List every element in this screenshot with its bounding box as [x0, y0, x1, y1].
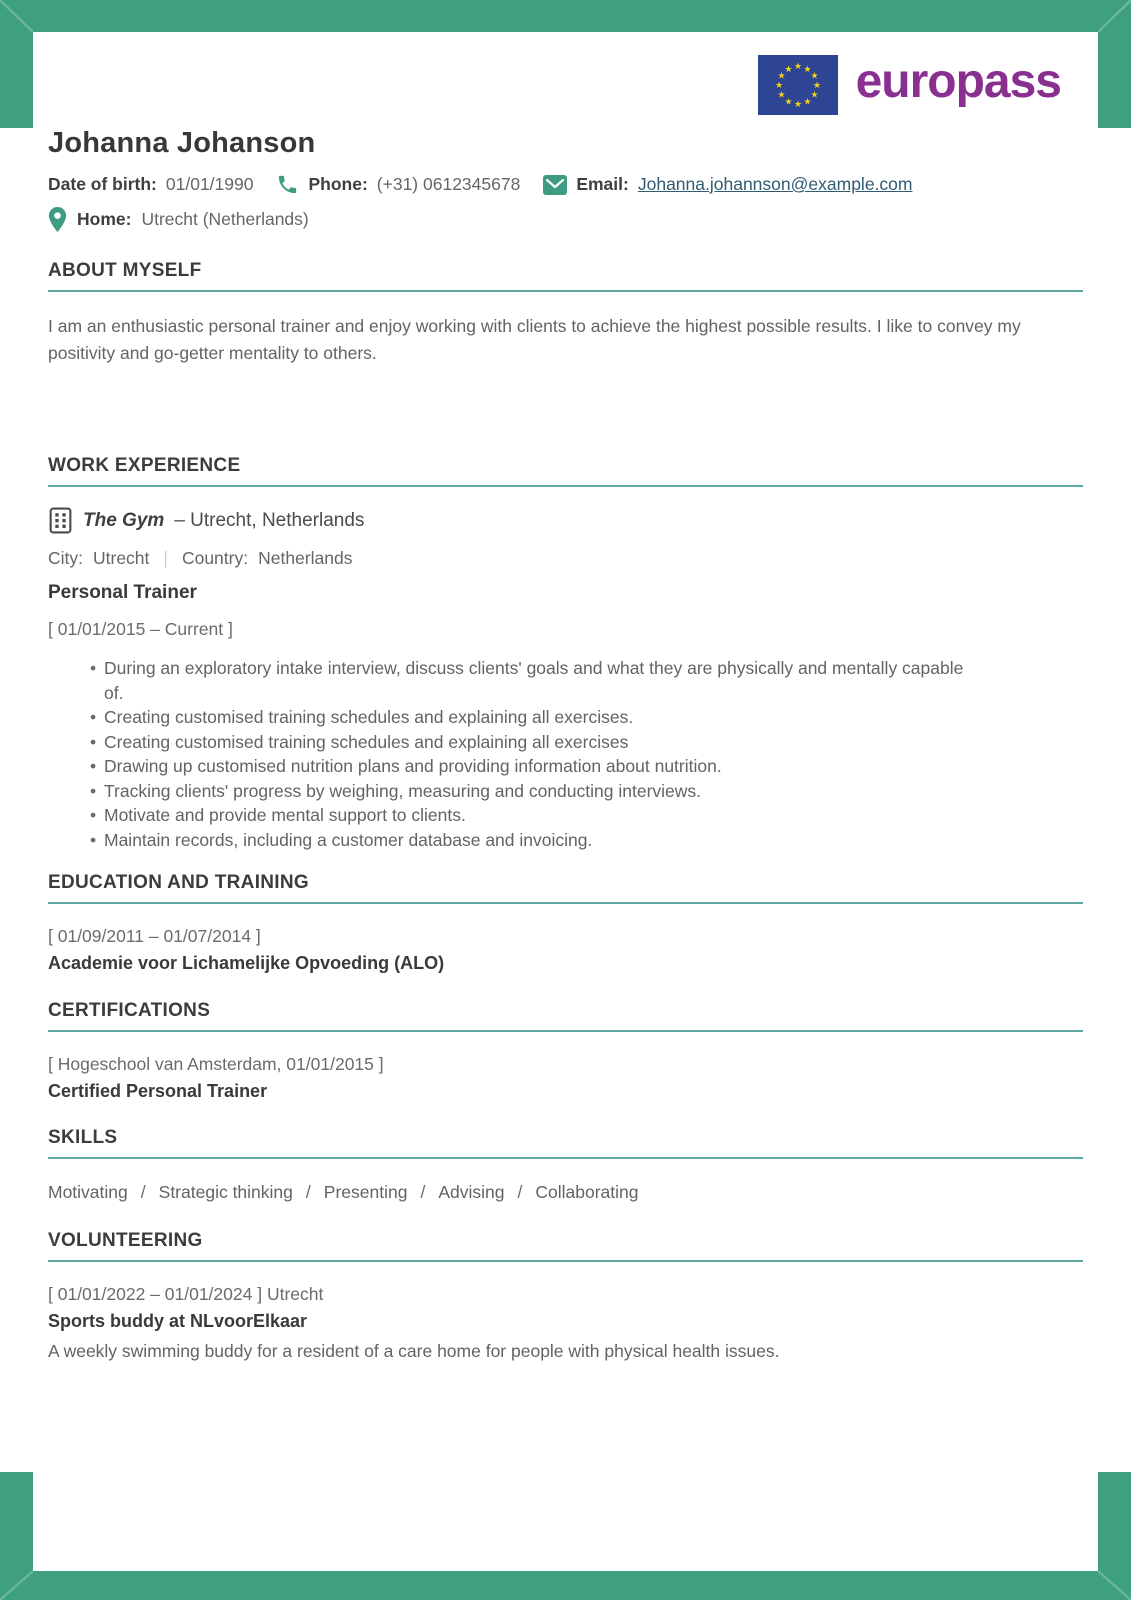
dob-value: 01/01/1990 — [165, 174, 254, 194]
list-item: • Motivate and provide mental support to clients. — [90, 803, 973, 828]
education-period: [ 01/09/2011 – 01/07/2014 ] — [48, 926, 261, 946]
phone-icon — [276, 173, 299, 196]
section-work-experience — [48, 455, 1083, 852]
svg-text:★: ★ — [803, 64, 812, 75]
about-text: I am an enthusiastic personal trainer and enjoy working with clients to achieve the highest possible results. I like to convey my positivity and go-getter mentality to others. — [48, 316, 1021, 363]
europass-wordmark: europass — [855, 55, 1061, 108]
employer-location: – Utrecht, Netherlands — [174, 509, 365, 531]
phone-value: (+31) 0612345678 — [376, 174, 521, 194]
country-value: Netherlands — [258, 548, 353, 568]
skill-item: Strategic thinking — [158, 1182, 293, 1202]
section-about — [48, 260, 1083, 367]
frame-miter-top-left — [0, 0, 33, 32]
certification-name: Certified Personal Trainer — [48, 1081, 268, 1101]
skill-item: Collaborating — [535, 1182, 639, 1202]
volunteering-role: Sports buddy at NLvoorElkaar — [48, 1311, 308, 1331]
skills-title: SKILLS — [48, 1127, 1083, 1159]
home-label: Home: — [77, 209, 132, 229]
volunteering-title: VOLUNTEERING — [48, 1230, 1083, 1262]
list-item: • Drawing up customised nutrition plans and providing information about nutrition. — [90, 754, 973, 779]
svg-text:★: ★ — [777, 90, 786, 101]
section-certifications — [48, 1000, 1083, 1102]
frame-miter-bottom-left — [0, 1571, 33, 1600]
svg-text:★: ★ — [784, 64, 793, 75]
volunteering-description: A weekly swimming buddy for a resident of a care home for people with physical health issues. — [48, 1341, 780, 1361]
contact-row — [48, 173, 1083, 196]
frame-bottom-bar — [0, 1571, 1131, 1600]
frame-miter-bottom-right — [1098, 1571, 1131, 1600]
svg-text:★: ★ — [810, 90, 819, 101]
skill-separator: / — [140, 1182, 146, 1202]
dob-label: Date of birth: — [48, 174, 157, 194]
skill-separator: / — [420, 1182, 426, 1202]
certification-meta: [ Hogeschool van Amsterdam, 01/01/2015 ] — [48, 1054, 384, 1074]
cv-content — [48, 0, 1083, 1364]
eu-flag-icon — [758, 55, 838, 115]
section-volunteering — [48, 1230, 1083, 1364]
svg-text:★: ★ — [810, 71, 819, 82]
list-item: • Creating customised training schedules and explaining all exercises — [90, 730, 973, 755]
city-label: City: — [48, 548, 83, 568]
svg-text:★: ★ — [793, 100, 802, 111]
email-link[interactable]: Johanna.johannson@example.com — [637, 174, 913, 194]
list-item: • Maintain records, including a customer database and invoicing. — [90, 828, 973, 853]
country-label: Country: — [181, 548, 249, 568]
location-pin-icon — [48, 207, 67, 232]
svg-text:★: ★ — [812, 81, 821, 92]
city-value: Utrecht — [93, 548, 150, 568]
skill-separator: / — [305, 1182, 311, 1202]
list-item: • During an exploratory intake interview, discuss clients' goals and what they are physically and mentally capable of. — [90, 656, 973, 705]
person-name: Johanna Johanson — [48, 127, 316, 159]
certifications-title: CERTIFICATIONS — [48, 1000, 1083, 1032]
section-education — [48, 872, 1083, 974]
city-country-row — [48, 548, 1083, 569]
work-period: [ 01/01/2015 – Current ] — [48, 619, 233, 639]
work-title: WORK EXPERIENCE — [48, 455, 1083, 487]
section-skills — [48, 1127, 1083, 1203]
employer-row — [48, 507, 1083, 534]
svg-text:★: ★ — [784, 97, 793, 108]
home-row — [48, 207, 1083, 232]
skill-item: Advising — [438, 1182, 505, 1202]
education-title: EDUCATION AND TRAINING — [48, 872, 1083, 904]
list-item: • Creating customised training schedules and explaining all exercises. — [90, 705, 973, 730]
svg-text:★: ★ — [793, 62, 802, 73]
education-school: Academie voor Lichamelijke Opvoeding (ALO) — [48, 953, 445, 973]
europass-logo — [48, 55, 1083, 115]
job-title: Personal Trainer — [48, 582, 197, 603]
employer-name: The Gym — [83, 509, 165, 531]
skill-item: Presenting — [323, 1182, 408, 1202]
svg-text:★: ★ — [777, 71, 786, 82]
list-item: • Tracking clients' progress by weighing, measuring and conducting interviews. — [90, 779, 973, 804]
svg-text:★: ★ — [803, 97, 812, 108]
work-duties-list — [48, 656, 973, 852]
about-title: ABOUT MYSELF — [48, 260, 1083, 292]
building-icon — [48, 507, 73, 534]
svg-text:★: ★ — [774, 81, 783, 92]
phone-label: Phone: — [308, 174, 368, 194]
volunteering-period: [ 01/01/2022 – 01/01/2024 ] Utrecht — [48, 1284, 324, 1304]
email-label: Email: — [576, 174, 629, 194]
skill-separator: / — [517, 1182, 523, 1202]
email-icon — [543, 175, 567, 195]
skills-list — [48, 1182, 1083, 1203]
frame-miter-top-right — [1098, 0, 1131, 32]
vertical-divider: | — [163, 548, 168, 568]
skill-item: Motivating — [48, 1182, 128, 1202]
home-value: Utrecht (Netherlands) — [141, 209, 309, 229]
